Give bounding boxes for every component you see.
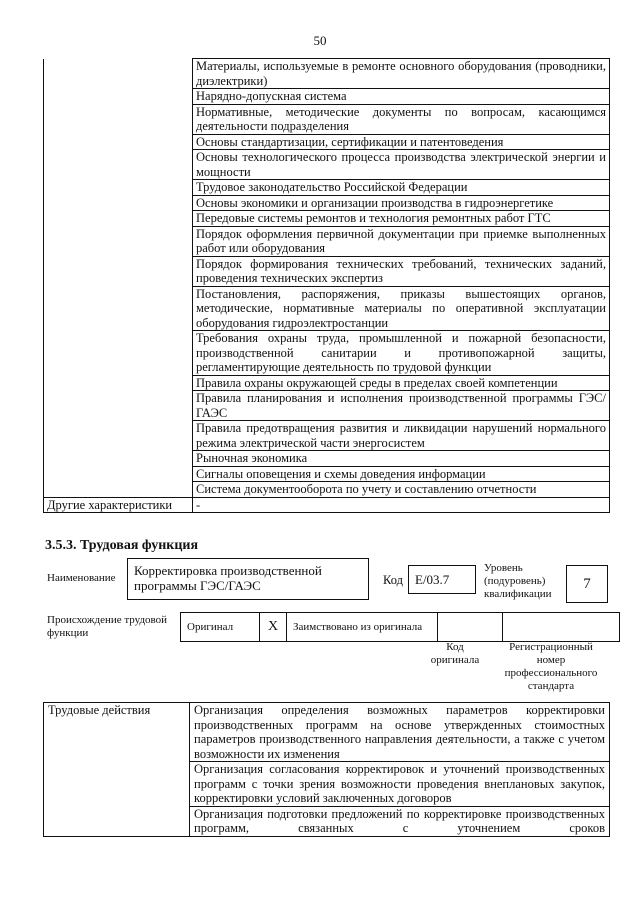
knowledge-item: Правила предотвращения развития и ликвидации нарушений нормального режима электрической части энергосистем <box>193 421 610 451</box>
knowledge-item: Правила охраны окружающей среды в пределах своей компетенции <box>193 375 610 391</box>
knowledge-item: Порядок формирования технических требований, технических заданий, проведения технических экспертиз <box>193 256 610 286</box>
knowledge-item: Передовые системы ремонтов и технология ремонтных работ ГТС <box>193 211 610 227</box>
labor-actions-label: Трудовые действия <box>44 703 190 837</box>
knowledge-item: Порядок оформления первичной документации при приемке выполненных работ или оборудования <box>193 226 610 256</box>
knowledge-item: Система документооборота по учету и составлению отчетности <box>193 482 610 498</box>
knowledge-label-cell <box>44 59 193 498</box>
knowledge-item: Основы технологического процесса производства электрической энергии и мощности <box>193 150 610 180</box>
other-characteristics-label: Другие характеристики <box>44 497 193 513</box>
table-row <box>44 703 610 762</box>
knowledge-item: Материалы, используемые в ремонте основного оборудования (проводники, диэлектрики) <box>193 59 610 89</box>
borrowed-label: Заимствовано из оригинала <box>287 613 438 642</box>
table-row <box>44 497 610 513</box>
other-characteristics-value: - <box>193 497 610 513</box>
knowledge-item: Сигналы оповещения и схемы доведения информации <box>193 466 610 482</box>
original-mark: X <box>260 613 287 642</box>
knowledge-item: Основы экономики и организации производства в гидроэнергетике <box>193 195 610 211</box>
reg-number-cell <box>503 613 620 642</box>
labor-action-item: Организация согласования корректировок и уточнений производственных программ с точки зрения возможности проведения внеплановых закупок, корректировки условий заключенных договоров <box>190 762 610 807</box>
knowledge-item: Постановления, распоряжения, приказы вышестоящих органов, методические, нормативные материалы по оперативной эксплуатации оборудования гидроэлектростанции <box>193 286 610 331</box>
labor-action-item: Организация определения возможных параметров корректировки производственных программ на основе утвержденных стоимостных параметров производственного направления деятельности, а также с учетом возможности их изменения <box>190 703 610 762</box>
table-row <box>181 613 620 642</box>
origin-table <box>180 612 620 642</box>
reg-number-label: Регистрационный номер профессионального стандарта <box>504 641 598 692</box>
page-number: 50 <box>313 33 327 48</box>
labor-action-item: Организация подготовки предложений по корректировке производственных программ, связанных с уточнением сроков <box>190 806 610 836</box>
name-label: Наименование <box>47 572 116 584</box>
code-label: Код <box>383 573 403 587</box>
knowledge-item: Трудовое законодательство Российской Федерации <box>193 180 610 196</box>
table-row <box>44 59 610 89</box>
knowledge-item: Рыночная экономика <box>193 451 610 467</box>
function-code-value: E/03.7 <box>408 565 476 594</box>
code-original-label: Код оригинала <box>430 641 480 666</box>
knowledge-item: Нормативные, методические документы по вопросам, касающимся деятельности подразделения <box>193 104 610 134</box>
function-name-value: Корректировка производственной программы ГЭС/ГАЭС <box>127 558 369 600</box>
knowledge-item: Нарядно-допускная система <box>193 89 610 105</box>
qualification-level-label: Уровень (подуровень) квалификации <box>484 562 552 600</box>
required-knowledge-table <box>43 58 610 513</box>
qualification-level-value: 7 <box>566 565 608 603</box>
knowledge-item: Правила планирования и исполнения производственной программы ГЭС/ГАЭС <box>193 391 610 421</box>
section-title: 3.5.3. Трудовая функция <box>45 538 199 553</box>
labor-actions-table <box>43 702 610 837</box>
original-label: Оригинал <box>181 613 260 642</box>
origin-label: Происхождение трудовой функции <box>47 614 168 639</box>
knowledge-item: Основы стандартизации, сертификации и патентоведения <box>193 134 610 150</box>
knowledge-item: Требования охраны труда, промышленной и пожарной безопасности, производственной санитарии и противопожарной защиты, регламентирующие деятельность по трудовой функции <box>193 331 610 376</box>
code-original-cell <box>438 613 503 642</box>
